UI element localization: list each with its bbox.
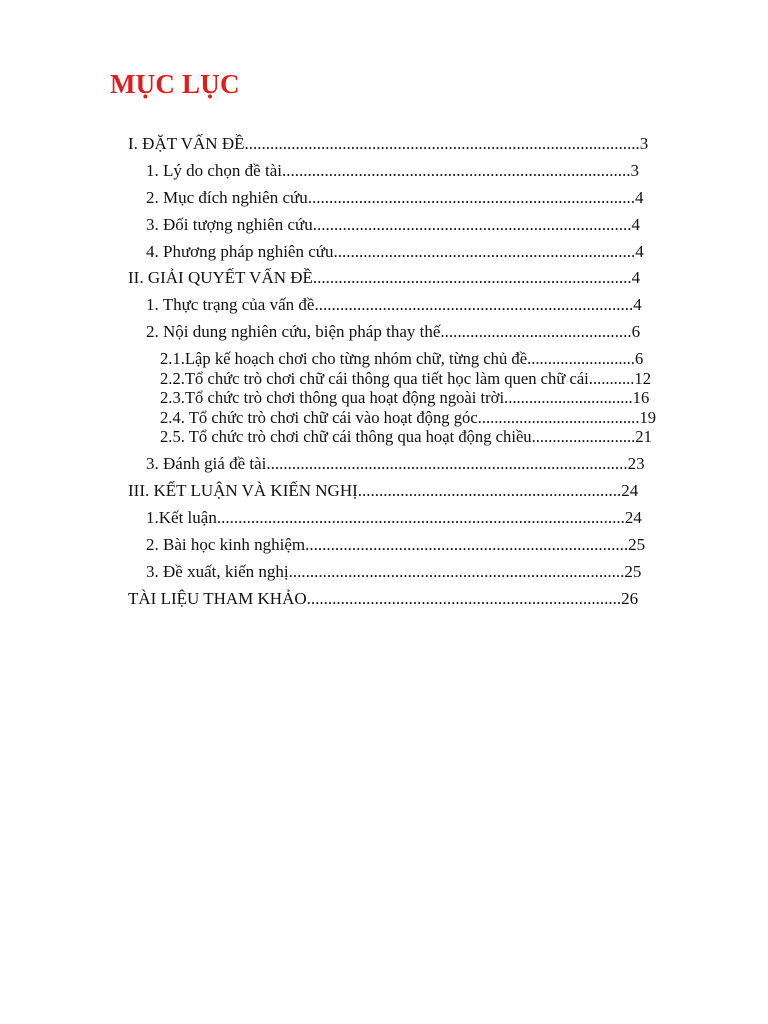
toc-entry-2-2-1: 2.1.Lập kế hoạch chơi cho từng nhóm chữ, từng chủ đề..........................6 [160, 349, 644, 368]
toc-entry-2-3: 3. Đánh giá đề tài.....................................................................................23 [146, 454, 645, 473]
toc-title: MỤC LỤC [110, 69, 240, 99]
toc-entry-3-3: 3. Đề xuất, kiến nghị...............................................................................25 [146, 562, 642, 581]
toc-entry-2-2: 2. Nội dung nghiên cứu, biện pháp thay thế.............................................6 [146, 322, 641, 341]
toc-entry-section-2: II. GIẢI QUYẾT VẤN ĐỀ...........................................................................4 [128, 268, 641, 287]
toc-entry-3-1: 1.Kết luận................................................................................................24 [146, 508, 642, 527]
toc-entry-1-3: 3. Đối tượng nghiên cứu...........................................................................4 [146, 215, 640, 234]
toc-entry-2-2-2: 2.2.Tổ chức trò chơi chữ cái thông qua tiết học làm quen chữ cái...........12 [160, 369, 652, 388]
toc-entry-2-2-5: 2.5. Tổ chức trò chơi chữ cái thông qua hoạt động chiều.........................21 [160, 427, 652, 446]
toc-entry-references: TÀI LIỆU THAM KHẢO..........................................................................26 [128, 589, 639, 608]
toc-entry-1-2: 2. Mục đích nghiên cứu.............................................................................4 [146, 188, 644, 207]
toc-entry-2-2-4: 2.4. Tổ chức trò chơi chữ cái vào hoạt động góc.......................................19 [160, 408, 657, 427]
toc-entry-section-1: I. ĐẶT VẤN ĐỀ.............................................................................................3 [128, 134, 649, 153]
toc-entry-1-1: 1. Lý do chọn đề tài..................................................................................3 [146, 161, 639, 180]
toc-entry-3-2: 2. Bài học kinh nghiệm............................................................................25 [146, 535, 646, 554]
toc-entry-2-1: 1. Thực trạng của vấn đề...........................................................................4 [146, 295, 642, 314]
toc-entry-1-4: 4. Phương pháp nghiên cứu.......................................................................4 [146, 242, 644, 261]
toc-entry-2-2-3: 2.3.Tổ chức trò chơi thông qua hoạt động ngoài trời...............................16 [160, 388, 650, 407]
toc-entry-section-3: III. KẾT LUẬN VÀ KIẾN NGHỊ..............................................................24 [128, 481, 639, 500]
